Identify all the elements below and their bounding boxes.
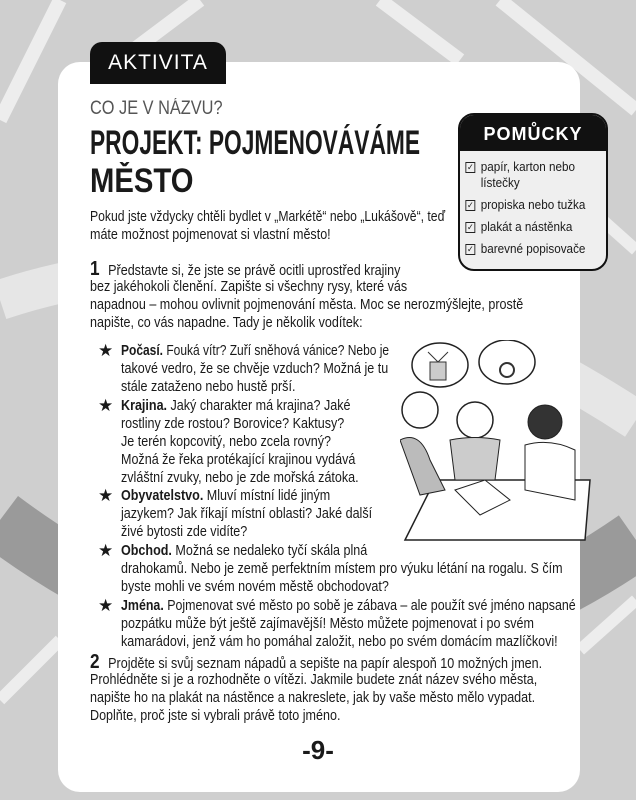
star-bullet-icon: ★ [98,596,114,615]
bullet-line [121,633,558,651]
bullet-text: Jaký charakter má krajina? Jaké [170,398,351,414]
bullet-text: jazykem? Jak říkají místní oblasti? Jaké další [121,506,373,522]
supply-item [460,241,604,257]
bullet-line [121,378,295,396]
bullet-term: Jména. [121,598,164,614]
bullet-term: Počasí. [121,343,164,359]
bullet-item [121,542,634,596]
bullet-text: Pojmenovat své město po sobě je zábava – ale použít své jméno napsané [167,598,576,614]
bullet-line [121,360,388,378]
step-line: Představte si, že jste se právě ocitli uprostřed krajiny [108,263,401,279]
bullet-line [121,487,330,505]
bullet-item [121,342,447,396]
bullet-term: Obyvatelstvo. [121,488,204,504]
bullet-text: rostliny zde rostou? Borovice? Kaktusy? [121,416,345,432]
subtitle: CO JE V NÁZVU? [90,98,223,119]
supply-label: propiska nebo tužka [480,197,586,212]
bullet-text: stále zataženo nebo hustě prší. [121,379,296,395]
intro-line: máte možnost pojmenovat si vlastní město! [90,227,331,243]
title-line: PROJEKT: POJMENOVÁVÁME [90,124,421,162]
step-line: bez jakéhokoli členění. Zapište si všechny rysy, které vás [90,279,408,295]
step-2 [90,653,616,725]
bullet-text: takové vedro, že se chvěje vzduch? Možná je tu [121,361,389,377]
bullet-text: pozpátku může být ještě zajímavější! Město můžete pojmenovat i po svém [121,616,534,632]
supply-label: barevné popisovače [480,241,586,256]
checkbox-icon: ✓ [466,222,474,232]
supplies-heading: POMŮCKY [460,115,606,151]
intro-text [90,208,515,244]
bullet-text: drahokamů. Nebo je země perfektním místem pro výuku létání na rogalu. S čím [121,561,563,577]
bullet-item [121,397,397,487]
step-line: napadnou – mohou ovlivnit pojmenování města. Moc se nerozmýšlejte, prostě [90,297,524,313]
intro-line: Pokud jste vždycky chtěli bydlet v „Markétě“ nebo „Lukášově“, teď [90,209,446,225]
bullet-text: Možná že řeka protékající krajinou vydává [121,452,356,468]
kids-illustration [400,340,600,545]
step-1 [90,260,594,332]
bullet-line [121,597,576,615]
bullet-text: byste mohli ve svém novém městě obchodovat? [121,579,389,595]
supply-item [460,197,604,213]
bullet-line [121,451,355,469]
supply-label: papír, karton nebo lístečky [480,159,576,190]
step-line: Projděte si svůj seznam nápadů a sepište na papír alespoň 10 možných jmen. [108,656,543,672]
bullet-line [121,578,389,596]
bullet-line [121,615,534,633]
page-number: -9- [302,735,334,765]
step-line: napište, co vás napadne. Tady je několik vodítek: [90,315,363,331]
supply-item [460,159,604,191]
activity-tab: AKTIVITA [90,42,226,84]
step-line: napište ho na plakát na nástěnce a nakreslete, jak by vaše město mělo vypadat. [90,690,536,706]
star-bullet-icon: ★ [98,541,114,560]
bullet-line [121,342,389,360]
bullet-line [121,542,367,560]
bullet-text: Mluví místní lidé jiným [206,488,331,504]
star-bullet-icon: ★ [98,396,114,415]
checkbox-icon: ✓ [466,244,474,254]
step-line: Prohlédněte si je a rozhodněte o vítězi. Jakmile budete znát název svého města, [90,672,538,688]
bullet-text: živé bytosti zde vidíte? [121,524,248,540]
bullet-text: zvláštní zvuky, nebo je zde mořská zátoka. [121,470,359,486]
bullet-term: Krajina. [121,398,168,414]
checkbox-icon: ✓ [466,200,474,210]
bullet-line [121,397,350,415]
bullet-line [121,433,331,451]
step-number: 2 [90,651,100,673]
bullet-term: Obchod. [121,543,172,559]
bullet-line [121,505,372,523]
supply-item [460,219,604,235]
bullet-text: Je terén kopcovitý, nebo zcela rovný? [121,434,332,450]
bullet-line [121,560,563,578]
bullet-item [121,597,636,651]
title-line: MĚSTO [90,162,194,200]
bullet-text: kamarádovi, jenž vám ho pomáhal založit, nebo po svém domácím mazlíčkovi! [121,634,558,650]
supply-label: plakát a nástěnka [480,219,573,234]
bullet-line [121,415,344,433]
step-number: 1 [90,258,100,280]
bullet-text: Možná se nedaleko tyčí skála plná [175,543,368,559]
star-bullet-icon: ★ [98,341,114,360]
supplies-box [458,113,608,271]
step-line: Doplňte, proč jste si vybrali právě toto jméno. [90,708,341,724]
bullet-text: Fouká vítr? Zuří sněhová vánice? Nebo je [166,343,390,359]
bullet-line [121,523,247,541]
bullet-line [121,469,359,487]
checkbox-icon: ✓ [466,162,474,172]
bullet-item [121,487,413,541]
star-bullet-icon: ★ [98,486,114,505]
